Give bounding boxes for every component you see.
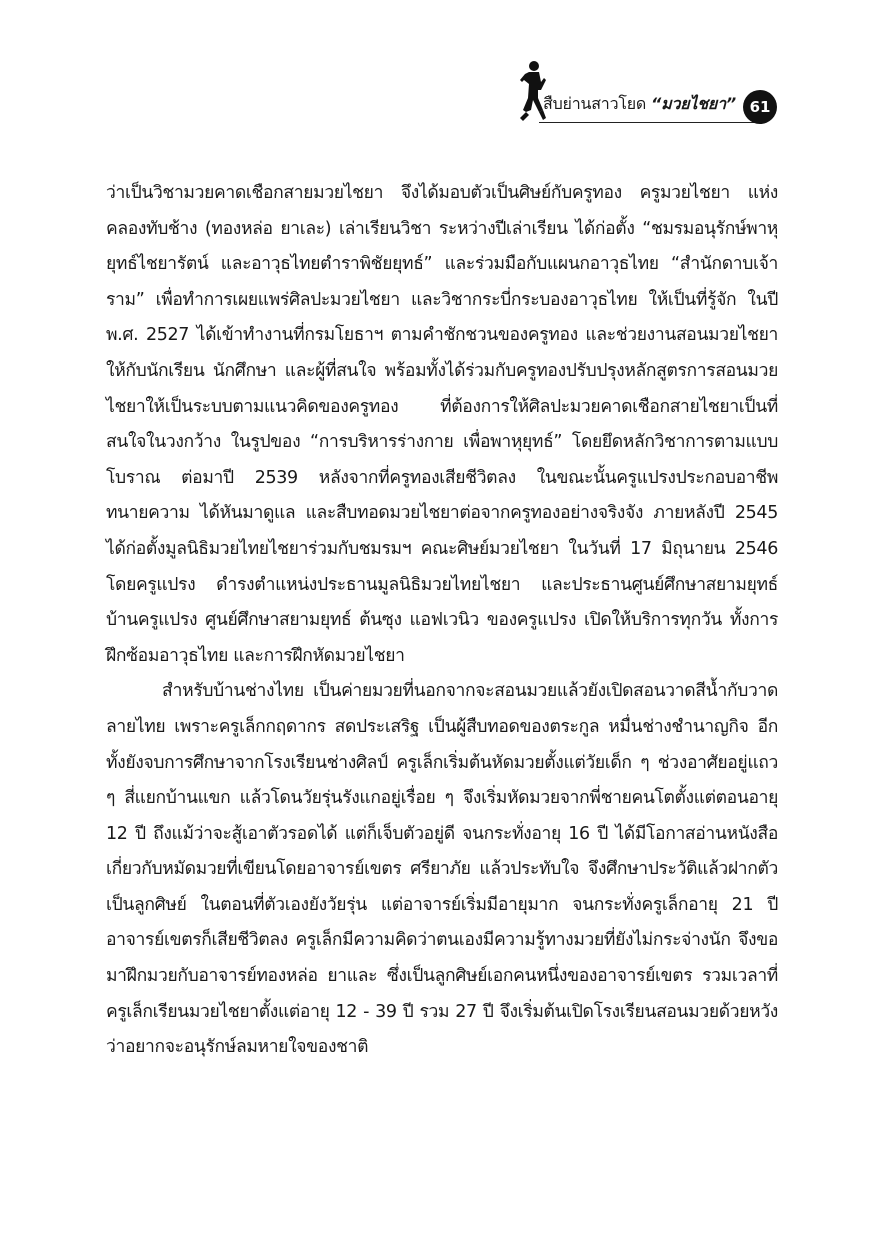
- header-rule: [539, 122, 765, 123]
- body-text: [106, 176, 778, 1066]
- paragraph-1: ว่าเป็นวิชามวยคาดเชือกสายมวยไชยา จึงได้มอบตัวเป็นศิษย์กับครูทอง ครูมวยไชยา แห่งคลองทับช้าง (ทองหล่อ ยาเละ) เล่าเรียนวิชา ระหว่างปีเล่าเรียน ได้ก่อตั้ง “ชมรมอนุรักษ์พาหุยุทธ์ไชยารัตน์ และอาวุธไทยตำราพิชัยยุทธ์” และร่วมมือกับแผนกอาวุธไทย “สำนักดาบเจ้าราม” เพื่อทำการเผยแพร่ศิลปะมวยไชยา และวิชากระบี่กระบองอาวุธไทย ให้เป็นที่รู้จัก ในปี พ.ศ. 2527 ได้เข้าทำงานที่กรมโยธาฯ ตามคำชักชวนของครูทอง และช่วยงานสอนมวยไชยาให้กับนักเรียน นักศึกษา และผู้ที่สนใจ พร้อมทั้งได้ร่วมกับครูทองปรับปรุงหลักสูตรการสอนมวยไชยาให้เป็นระบบตามแนวคิดของครูทอง ที่ต้องการให้ศิลปะมวยคาดเชือกสายไชยาเป็นที่สนใจในวงกว้าง ในรูปของ “การบริหารร่างกาย เพื่อพาหุยุทธ์” โดยยึดหลักวิชาการตามแบบโบราณ ต่อมาปี 2539 หลังจากที่ครูทองเสียชีวิตลง ในขณะนั้นครูแปรงประกอบอาชีพทนายความ ได้หันมาดูแล และสืบทอดมวยไชยาต่อจากครูทองอย่างจริงจัง ภายหลังปี 2545 ได้ก่อตั้งมูลนิธิมวยไทยไชยาร่วมกับชมรมฯ คณะศิษย์มวยไชยา ในวันที่ 17 มิถุนายน 2546 โดยครูแปรง ดำรงตำแหน่งประธานมูลนิธิมวยไทยไชยา และประธานศูนย์ศึกษาสยามยุทธ์บ้านครูแปรง ศูนย์ศึกษาสยามยุทธ์ ต้นซุง แอฟเวนิว ของครูแปรง เปิดให้บริการทุกวัน ทั้งการฝึกซ้อมอาวุธไทย และการฝึกหัดมวยไชยา: [106, 183, 778, 666]
- running-title-emphasis: “มวยไชยา”: [651, 94, 736, 113]
- running-header: [517, 60, 779, 130]
- running-title: สืบย่านสาวโยด “มวยไชยา”: [543, 94, 736, 113]
- page-number-badge: 61: [743, 90, 777, 124]
- paragraph-2: สำหรับบ้านช่างไทย เป็นค่ายมวยที่นอกจากจะสอนมวยแล้วยังเปิดสอนวาดสีน้ำกับวาดลายไทย เพราะครูเล็กกฤดากร สดประเสริฐ เป็นผู้สืบทอดของตระกูล หมื่นช่างชำนาญกิจ อีกทั้งยังจบการศึกษาจากโรงเรียนช่างศิลป์ ครูเล็กเริ่มต้นหัดมวยตั้งแต่วัยเด็ก ๆ ช่วงอาศัยอยู่แถว ๆ สี่แยกบ้านแขก แล้วโดนวัยรุ่นรังแกอยู่เรื่อย ๆ จึงเริ่มหัดมวยจากพี่ชายคนโตตั้งแต่ตอนอายุ 12 ปี ถึงแม้ว่าจะสู้เอาตัวรอดได้ แต่ก็เจ็บตัวอยู่ดี จนกระทั่งอายุ 16 ปี ได้มีโอกาสอ่านหนังสือเกี่ยวกับหมัดมวยที่เขียนโดยอาจารย์เขตร ศรียาภัย แล้วประทับใจ จึงศึกษาประวัติแล้วฝากตัวเป็นลูกศิษย์ ในตอนที่ตัวเองยังวัยรุ่น แต่อาจารย์เริ่มมีอายุมาก จนกระทั่งครูเล็กอายุ 21 ปี อาจารย์เขตรก็เสียชีวิตลง ครูเล็กมีความคิดว่าตนเองมีความรู้ทางมวยที่ยังไม่กระจ่างนัก จึงขอมาฝึกมวยกับอาจารย์ทองหล่อ ยาและ ซึ่งเป็นลูกศิษย์เอกคนหนึ่งของอาจารย์เขตร รวมเวลาที่ครูเล็กเรียนมวยไชยาตั้งแต่อายุ 12 - 39 ปี รวม 27 ปี จึงเริ่มต้นเปิดโรงเรียนสอนมวยด้วยหวังว่าอยากจะอนุรักษ์ลมหายใจของชาติ: [106, 681, 778, 1058]
